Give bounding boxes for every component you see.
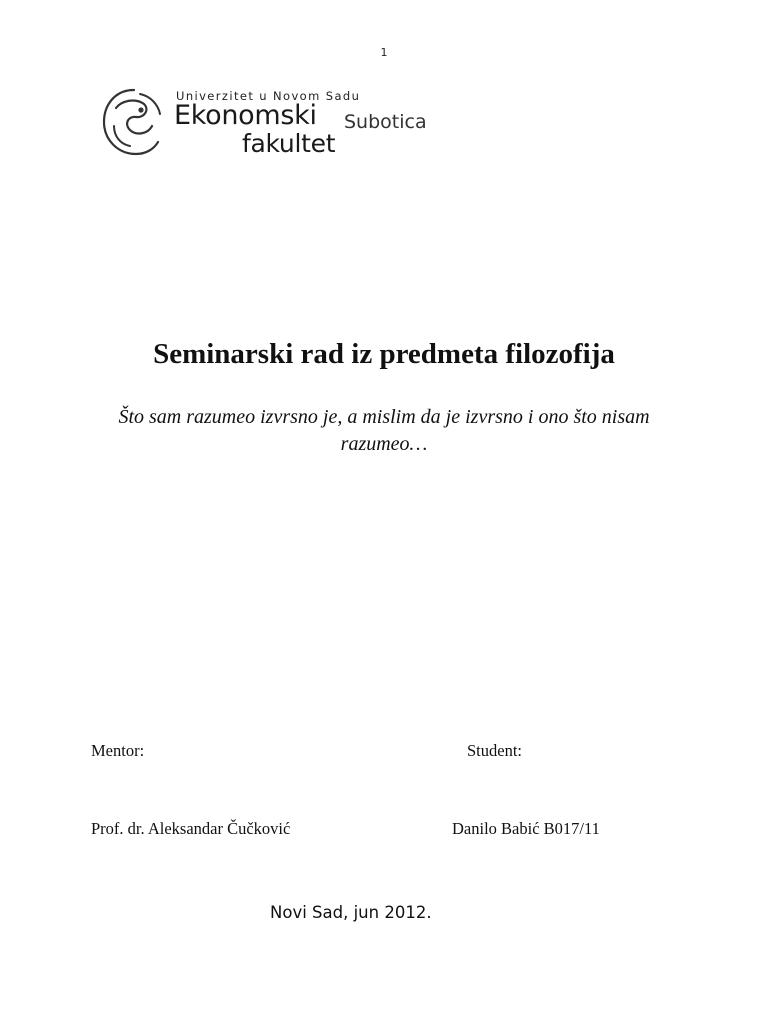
document-subtitle: Što sam razumeo izvrsno je, a mislim da je izvrsno i ono što nisam razumeo… [118, 406, 650, 455]
logo-city: Subotica [344, 111, 427, 133]
student-name: Danilo Babić B017/11 [452, 819, 600, 838]
faculty-logo-icon [100, 86, 164, 158]
student-label: Student: [467, 741, 523, 760]
logo-university-text: Univerzitet u Novom Sadu [176, 89, 361, 103]
faculty-logo [100, 86, 440, 166]
page-number: 1 [380, 46, 388, 59]
document-title: Seminarski rad iz predmeta filozofija [153, 338, 615, 370]
mentor-label: Mentor: [91, 741, 145, 760]
logo-faculty-line2: fakultet [242, 129, 336, 158]
place-date: Novi Sad, jun 2012. [270, 903, 432, 922]
mentor-name: Prof. dr. Aleksandar Čučković [91, 819, 291, 838]
logo-faculty-line1: Ekonomski [174, 100, 317, 131]
